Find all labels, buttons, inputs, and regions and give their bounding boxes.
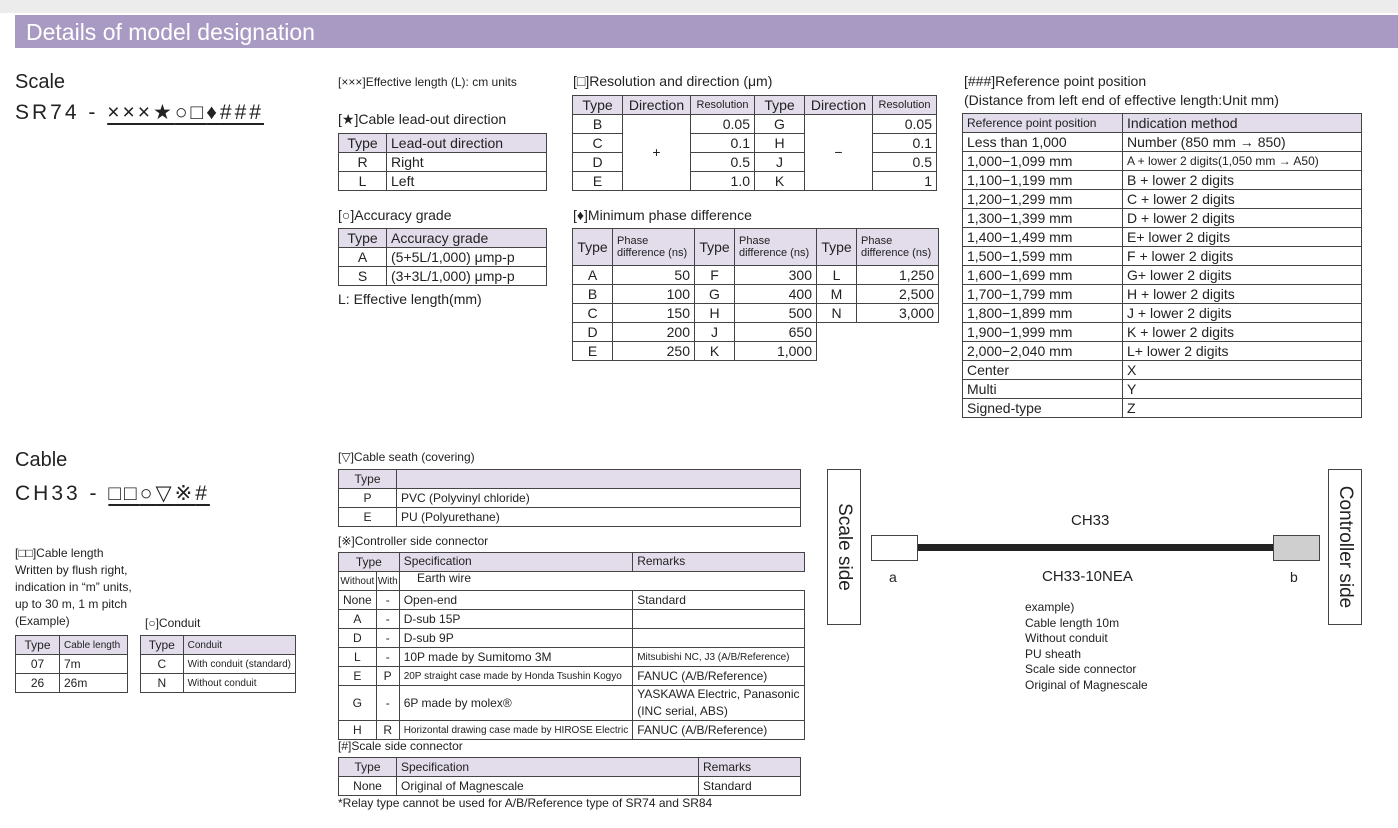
table-row: B + 0.05 G − 0.05: [573, 115, 937, 134]
sconn-table: Type Specification Remarks None Original of Magnescale Standard: [338, 757, 801, 796]
code-part: □: [190, 101, 207, 124]
res-title: [□]Resolution and direction (μm): [573, 73, 773, 89]
acc-table: [338, 228, 547, 286]
table-row: G - 6P made by molex® YASKAWA Electric, Panasonic (INC serial, ABS): [339, 686, 805, 721]
code-part: ♦: [206, 101, 220, 124]
table-row: 1,600−1,699 mm G+ lower 2 digits: [963, 266, 1362, 285]
table-row: Signed-type Z: [963, 399, 1362, 418]
sheath-title: [▽]Cable seath (covering): [338, 450, 475, 464]
table-row: E P 20P straight case made by Honda Tsushin Kogyo FANUC (A/B/Reference): [339, 667, 805, 686]
model-label: CH33-10NEA: [1042, 568, 1133, 585]
sconn-title: [#]Scale side connector: [338, 739, 463, 753]
table-row: 1,500−1,599 mm F + lower 2 digits: [963, 247, 1362, 266]
conduit-title: [○]Conduit: [145, 616, 201, 630]
table-row: D 200 J 650: [573, 323, 939, 342]
table-row: 26 26m: [16, 674, 128, 693]
phase-title: [♦]Minimum phase difference: [573, 207, 752, 223]
acc-title: [○]Accuracy grade: [338, 207, 452, 223]
table-row: A - D-sub 15P: [339, 610, 805, 629]
section-banner: Details of model designation: [15, 15, 1398, 48]
table-row: 1,700−1,799 mm H + lower 2 digits: [963, 285, 1362, 304]
length-note: [×××]Effective length (L): cm units: [338, 75, 517, 89]
code-prefix: SR74 -: [15, 101, 99, 124]
lead-table: [338, 133, 547, 191]
lead-title: [★]Cable lead-out direction: [338, 111, 507, 127]
table-row: Without With: [339, 572, 805, 591]
table-row: P PVC (Polyvinyl chloride): [339, 489, 801, 508]
table-row: 1,200−1,299 mm C + lower 2 digits: [963, 190, 1362, 209]
cable-label: CH33: [1071, 512, 1110, 529]
table-row: H R Horizontal drawing case made by HIROSE Electric FANUC (A/B/Reference): [339, 721, 805, 740]
th: Accuracy grade: [387, 229, 547, 248]
sconn-note: *Relay type cannot be used for A/B/Reference type of SR74 and SR84: [338, 796, 713, 810]
code-part: ★: [153, 101, 175, 124]
code-part: ※: [174, 482, 196, 505]
table-row: N Without conduit: [141, 674, 296, 693]
res-table: Type Direction Resolution Type Direction Resolution B + 0.05 G − 0.05 C 0.1 H 0.1 D 0.5 J 0.5 E 1.0 K 1: [572, 95, 937, 191]
ref-table: Reference point position Indication method Less than 1,000 Number (850 mm → 850) 1,000−1,099 mm A + lower 2 digits(1,050 mm → A50) 1,100−1,199 mm B + lower 2 digits 1,200−1,299 mm C + lower 2 digits 1,300−1,399 mm D + lower 2 digits 1,400−1,499 mm E+ lower 2 digits 1,500−1,599 mm F + lower 2 digits 1,600−1,699 mm G+ lower 2 digits 1,700−1,799 mm H + lower 2 digits 1,800−1,899 mm J + lower 2 digits 1,900−1,999 mm K + lower 2 digits 2,000−2,040 mm L+ lower 2 digits Center X Multi Y Signed-type Z: [962, 113, 1362, 418]
table-row: None Original of Magnescale Standard: [339, 777, 801, 796]
code-part: ▽: [155, 482, 175, 505]
top-strip: [0, 0, 1398, 13]
th: Type: [339, 134, 387, 153]
th: Lead-out direction: [387, 134, 547, 153]
label-a: a: [889, 569, 897, 585]
th: Type: [339, 229, 387, 248]
code-part: □□: [108, 482, 140, 505]
code-part: #: [195, 482, 210, 505]
ctrl-title: [※]Controller side connector: [338, 534, 489, 548]
table-row: C With conduit (standard): [141, 655, 296, 674]
table-row: L Left: [339, 172, 547, 191]
scale-title: Scale: [15, 71, 66, 93]
example-text: example) Cable length 10m Without conduit PU sheath Scale side connector Original of Magnescale: [1025, 600, 1148, 692]
table-row: 1,400−1,499 mm E+ lower 2 digits: [963, 228, 1362, 247]
table-row: Multi Y: [963, 380, 1362, 399]
scale-side-label: Scale side: [834, 503, 855, 591]
table-row: E 1.0 K 1: [573, 172, 937, 191]
table-row: None - Open-end Standard: [339, 591, 805, 610]
table-row: A (5+5L/1,000) μmp-p: [339, 248, 547, 267]
phase-table: Type Phase difference (ns) Type Phase difference (ns) Type Phase difference (ns) A 50 F 300 L 1,250 B 100 G 400 M 2,500 C 150 H 500 N 3,000 D 200 J 650 E 250 K 1,000: [572, 228, 939, 361]
table-row: L - 10P made by Sumitomo 3M Mitsubishi NC, J3 (A/B/Reference): [339, 648, 805, 667]
code-prefix: CH33 -: [15, 482, 100, 505]
cable-line: [918, 544, 1273, 551]
table-row: E PU (Polyurethane): [339, 508, 801, 527]
table-row: D - D-sub 9P: [339, 629, 805, 648]
conduit-table: Type Conduit C With conduit (standard) N Without conduit: [140, 635, 296, 693]
table-row: Center X: [963, 361, 1362, 380]
ctrl-table: Type Specification Remarks Without With None - Open-end Standard A - D-sub 15P D - D-sub 9P L - 10P made by Sumitomo 3M Mitsubishi NC, J3 (A/B/Reference) E P 20P straight case made by Honda Tsushin Kogyo FANUC (A/B/Reference) G - 6P made by molex® YASKAWA Electric, Panasonic (INC serial, ABS) H R Horizontal drawing case made by HIROSE Electric FANUC (A/B/Reference): [338, 552, 805, 740]
cable-title: Cable: [15, 449, 68, 471]
table-row: 1,000−1,099 mm A + lower 2 digits(1,050 mm → A50): [963, 152, 1362, 171]
cable-length-desc: [□□]Cable length Written by flush right, indication in “m” units, up to 30 m, 1 m pitch (Example): [15, 546, 132, 628]
code-part: ○: [139, 482, 156, 505]
ref-sub: (Distance from left end of effective length:Unit mm): [964, 92, 1279, 108]
controller-side-box: [1328, 469, 1362, 625]
table-row: D 0.5 J 0.5: [573, 153, 937, 172]
table-row: R Right: [339, 153, 547, 172]
table-row: 1,800−1,899 mm J + lower 2 digits: [963, 304, 1362, 323]
table-row: A 50 F 300 L 1,250: [573, 266, 939, 285]
scale-side-box: [827, 469, 861, 625]
table-row: B 100 G 400 M 2,500: [573, 285, 939, 304]
table-row: 07 7m: [16, 655, 128, 674]
code-part: ###: [219, 101, 264, 124]
table-row: 1,100−1,199 mm B + lower 2 digits: [963, 171, 1362, 190]
acc-note: L: Effective length(mm): [338, 291, 482, 307]
sheath-table: Type P PVC (Polyvinyl chloride) E PU (Polyurethane): [338, 469, 801, 527]
table-row: C 0.1 H 0.1: [573, 134, 937, 153]
earth-wire: Earth wire: [417, 571, 472, 585]
table-row: S (3+3L/1,000) μmp-p: [339, 267, 547, 286]
table-row: E 250 K 1,000: [573, 342, 939, 361]
code-part: ×××: [107, 101, 153, 124]
connector-b: [1273, 535, 1320, 561]
table-row: 2,000−2,040 mm L+ lower 2 digits: [963, 342, 1362, 361]
code-part: ○: [174, 101, 191, 124]
connector-a: [871, 535, 918, 561]
label-b: b: [1290, 569, 1298, 585]
table-row: Less than 1,000 Number (850 mm → 850): [963, 133, 1362, 152]
table-row: C 150 H 500 N 3,000: [573, 304, 939, 323]
cable-length-table: Type Cable length 07 7m 26 26m: [15, 635, 128, 693]
cable-code: [15, 481, 210, 506]
ref-title: [###]Reference point position: [964, 73, 1147, 89]
controller-side-label: Controller side: [1335, 485, 1356, 609]
table-row: 1,300−1,399 mm D + lower 2 digits: [963, 209, 1362, 228]
scale-code: [15, 100, 264, 125]
table-row: 1,900−1,999 mm K + lower 2 digits: [963, 323, 1362, 342]
